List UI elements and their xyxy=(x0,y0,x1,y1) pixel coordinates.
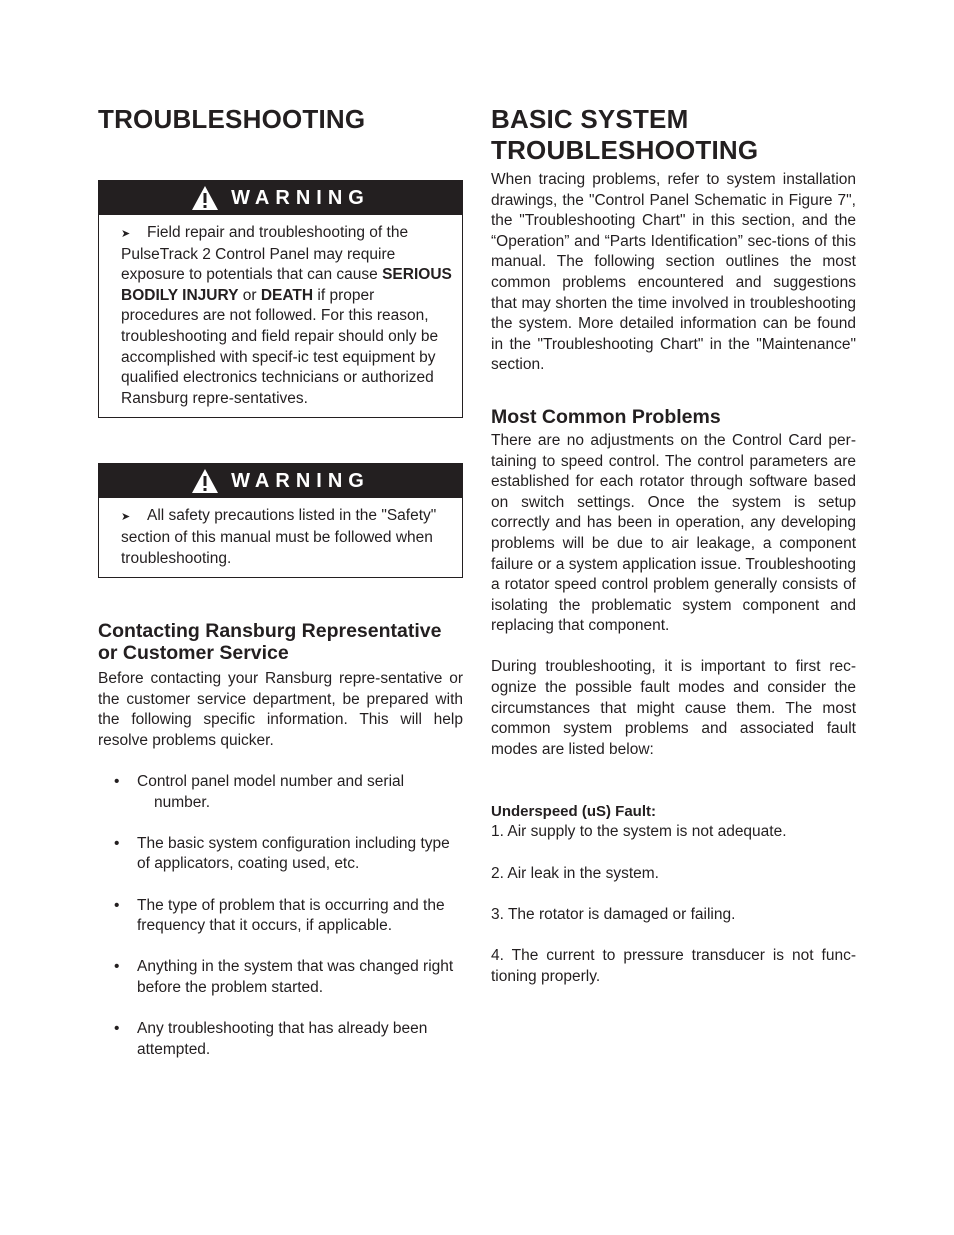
bullet-icon: • xyxy=(114,834,120,852)
warning-triangle-icon xyxy=(191,185,219,211)
contact-heading: Contacting Ransburg Representative or Customer Service xyxy=(98,620,442,665)
list-item-text: Any troubleshooting that has already been attempted. xyxy=(137,1020,428,1058)
section-title-line: BASIC SYSTEM xyxy=(491,104,689,134)
warning-emphasis: DEATH xyxy=(260,286,314,304)
list-item-text: Control panel model number and serial xyxy=(137,773,405,791)
bullet-icon: • xyxy=(114,896,120,914)
list-item-text: number. xyxy=(154,793,211,811)
warning-body xyxy=(99,498,462,577)
warning-text: if proper procedures are not followed. For this reason, troubleshooting and field repair should only be accomplished with specif-ic test equipment by qualified electronics technicians or authorized Ransburg repre-sentatives. xyxy=(121,286,439,407)
warning-header xyxy=(99,181,462,215)
warning-body xyxy=(99,215,462,417)
list-item xyxy=(98,772,463,813)
bullet-icon: • xyxy=(114,1020,120,1038)
fault-item: 2. Air leak in the system. xyxy=(491,864,659,882)
info-list xyxy=(98,772,463,1060)
list-item xyxy=(98,896,463,937)
fault-intro-paragraph: During troubleshooting, it is important to first rec-ognize the possible fault modes and consider the circumstances that might cause them. The most common system problems and associated fault modes are listed below: xyxy=(491,658,856,758)
warning-box-1 xyxy=(98,180,463,418)
fault-item: 3. The rotator is damaged or failing. xyxy=(491,905,736,923)
page-title: TROUBLESHOOTING xyxy=(98,104,366,134)
bullet-icon: • xyxy=(114,773,120,791)
fault-item: 1. Air supply to the system is not adequate. xyxy=(491,823,787,841)
warning-header xyxy=(99,464,462,498)
list-item xyxy=(98,957,463,998)
fault-item: 4. The current to pressure transducer is not func-tioning properly. xyxy=(491,947,856,985)
contact-body: Before contacting your Ransburg repre-sentative or the customer service department, be prepared with the following specific information. This will help resolve problems quicker. xyxy=(98,670,463,749)
list-item-text: Anything in the system that was changed right before the problem started. xyxy=(137,958,454,997)
arrowhead-icon: ➤ xyxy=(121,228,131,240)
section-title-line: TROUBLESHOOTING xyxy=(491,135,759,165)
common-problems-body: There are no adjustments on the Control Card per-taining to speed control. The control parameters are established for each rotator through software based on switch settings. Once the system is setup correctly and has been in operation, any developing problems will be due to air leakage, a component failure or a system application issue. Troubleshooting a rotator speed control problem generally consists of isolating the problematic system component and replacing that component. xyxy=(491,431,856,635)
warning-label: WARNING xyxy=(231,186,370,209)
left-column xyxy=(98,104,463,1081)
arrowhead-icon: ➤ xyxy=(121,511,131,524)
fault-heading: Underspeed (uS) Fault: xyxy=(491,803,657,821)
warning-text: or xyxy=(238,286,261,304)
warning-label: WARNING xyxy=(231,469,370,492)
warning-triangle-icon xyxy=(191,468,219,494)
list-item xyxy=(98,834,463,875)
section-title xyxy=(491,104,856,166)
warning-emphasis: SERIOUS BODILY INJURY xyxy=(121,266,452,304)
intro-paragraph: When tracing problems, refer to system installation drawings, the "Control Panel Schematic in Figure 7", the "Troubleshooting Chart" in this section, and the “Operation” and “Parts Identification” sec-tions of this manual. The following section outlines the most common problems encountered and suggestions that may shorten the time involved in troubleshooting the system. More detailed information can be found in the "Troubleshooting Chart" in the "Maintenance" section. xyxy=(491,171,856,374)
list-item-text: The basic system configuration including type of applicators, coating used, etc. xyxy=(137,834,450,873)
warning-box-2 xyxy=(98,463,463,578)
right-column xyxy=(491,104,856,1008)
warning-text: Field repair and troubleshooting of the PulseTrack 2 Control Panel may require exposure to potentials that can cause xyxy=(121,224,409,284)
bullet-icon: • xyxy=(114,958,120,976)
common-problems-heading: Most Common Problems xyxy=(491,405,721,428)
fault-list xyxy=(491,822,856,987)
list-item xyxy=(98,1019,463,1060)
warning-text: All safety precautions listed in the "Safety" section of this manual must be followed when troubleshooting. xyxy=(121,507,437,567)
list-item-text: The type of problem that is occurring and the frequency that it occurs, if applicable. xyxy=(137,896,445,935)
